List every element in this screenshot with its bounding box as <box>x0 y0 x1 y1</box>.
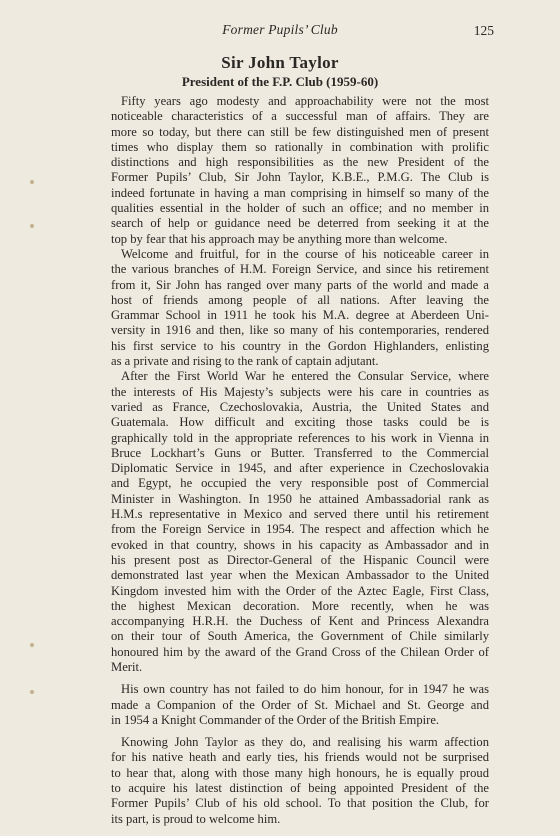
text-line: Former Pupils’ Club of his old school. To that position the Club, for <box>111 796 489 811</box>
article-subtitle: President of the F.P. Club (1959-60) <box>181 74 379 89</box>
paragraph <box>111 682 489 728</box>
page-speck <box>30 690 34 694</box>
text-line: its part, is proud to welcome him. <box>111 811 281 826</box>
text-line: more so today, but there can still be few distinguished men of present <box>111 124 489 139</box>
text-line: his first service to his country in the Gordon Highlanders, enlisting <box>111 338 489 353</box>
text-line: as a private and rising to the rank of captain adjutant. <box>111 354 379 369</box>
text-line: Bruce Lockhart’s Guns or Butter. Transferred to the Commercial <box>111 445 489 460</box>
text-line: to acquire his latest distinction of being appointed President of the <box>111 781 489 796</box>
text-line: distinctions and high responsibilities as the new President of the <box>111 155 489 170</box>
running-head: Former Pupils’ Club <box>222 22 338 37</box>
text-line: Former Pupils’ Club, Sir John Taylor, K.B.E., P.M.G. The Club is <box>111 170 489 185</box>
text-line: honoured him by the award of the Grand Cross of the Chilean Order of <box>111 644 489 659</box>
text-line: for his native heath and early ties, his friends would not be surprised <box>111 750 489 765</box>
text-line: His own country has not failed to do him honour, for in 1947 he was <box>121 682 489 697</box>
text-line: in 1954 a Knight Commander of the Order of the British Empire. <box>111 712 440 727</box>
text-line: H.M.s representative in Mexico and served there until his retirement <box>111 507 489 522</box>
paragraph <box>111 247 489 369</box>
paragraph <box>111 735 489 827</box>
text-line: graphically told in the appropriate references to his work in Vienna in <box>111 430 489 445</box>
text-line: evoked in that country, shows in his capacity as Ambassador and in <box>111 537 489 552</box>
text-line: noticeable characteristics of a successful man of affairs. They are <box>111 109 489 124</box>
paragraph <box>111 369 489 675</box>
text-line: Guatemala. How difficult and exciting those tasks could be is <box>111 415 489 430</box>
text-line: Fifty years ago modesty and approachability were not the most <box>121 94 489 108</box>
page-speck <box>30 643 34 647</box>
text-line: Merit. <box>111 659 143 674</box>
text-line: on their tour of South America, the Government of Chile similarly <box>111 629 489 644</box>
text-line: Knowing John Taylor as they do, and realising his warm affection <box>121 735 489 750</box>
text-line: the interests of His Majesty’s subjects were his care in countries as <box>111 384 489 399</box>
paragraph-gap <box>111 675 489 682</box>
text-line: varied as France, Czechoslovakia, Austria, the United States and <box>111 399 489 414</box>
text-line: After the First World War he entered the Consular Service, where <box>121 369 489 384</box>
article-body <box>111 94 489 827</box>
article-title: Sir John Taylor <box>221 53 339 72</box>
text-line: the highest Mexican decoration. More recently, when he was <box>111 598 489 613</box>
page-speck <box>30 224 34 228</box>
text-line: versity in 1916 and then, like so many of his contemporaries, rendered <box>111 323 489 338</box>
text-line: indeed fortunate in having a man comprising in himself so many of the <box>111 185 489 200</box>
text-line: his present post as Director-General of the Hispanic Council were <box>111 552 489 567</box>
text-line: Minister in Washington. In 1950 he attained Ambassadorial rank as <box>111 491 489 506</box>
text-line: search of help or guidance need be deterred from seeking it at the <box>111 216 489 231</box>
text-line: Kingdom invested him with the Order of the Aztec Eagle, First Class, <box>111 583 489 598</box>
text-line: Welcome and fruitful, for in the course of his noticeable career in <box>121 246 489 261</box>
page-speck <box>30 180 34 184</box>
text-line: made a Companion of the Order of St. Michael and St. George and <box>111 697 489 712</box>
text-line: accompanying H.R.H. the Duchess of Kent and Princess Alexandra <box>111 614 489 629</box>
text-line: host of friends among people of all nations. After leaving the <box>111 292 489 307</box>
page-number: 125 <box>473 23 494 38</box>
text-line: demonstrated last year when the Mexican Ambassador to the United <box>111 568 489 583</box>
paragraph <box>111 94 489 247</box>
text-line: from it, Sir John has ranged over many parts of the world and made a <box>111 277 489 292</box>
text-line: and Egypt, he occupied the very responsible post of Commercial <box>111 476 489 491</box>
text-line: Grammar School in 1911 he took his M.A. degree at Aberdeen Uni- <box>111 308 489 323</box>
text-line: from the Foreign Service in 1954. The respect and affection which he <box>111 522 489 537</box>
text-line: to hear that, along with those many high honours, he is equally proud <box>111 765 489 780</box>
text-line: the various branches of H.M. Foreign Service, and since his retirement <box>111 262 489 277</box>
paragraph-gap <box>111 728 489 735</box>
text-line: Diplomatic Service in 1945, and after experience in Czechoslovakia <box>111 461 489 476</box>
text-line: top by fear that his approach may be anything more than welcome. <box>111 231 448 246</box>
text-line: qualities essential in the holder of such an office; and no member in <box>111 201 489 216</box>
text-line: times who display them so rationally in combination with prolific <box>111 139 489 154</box>
